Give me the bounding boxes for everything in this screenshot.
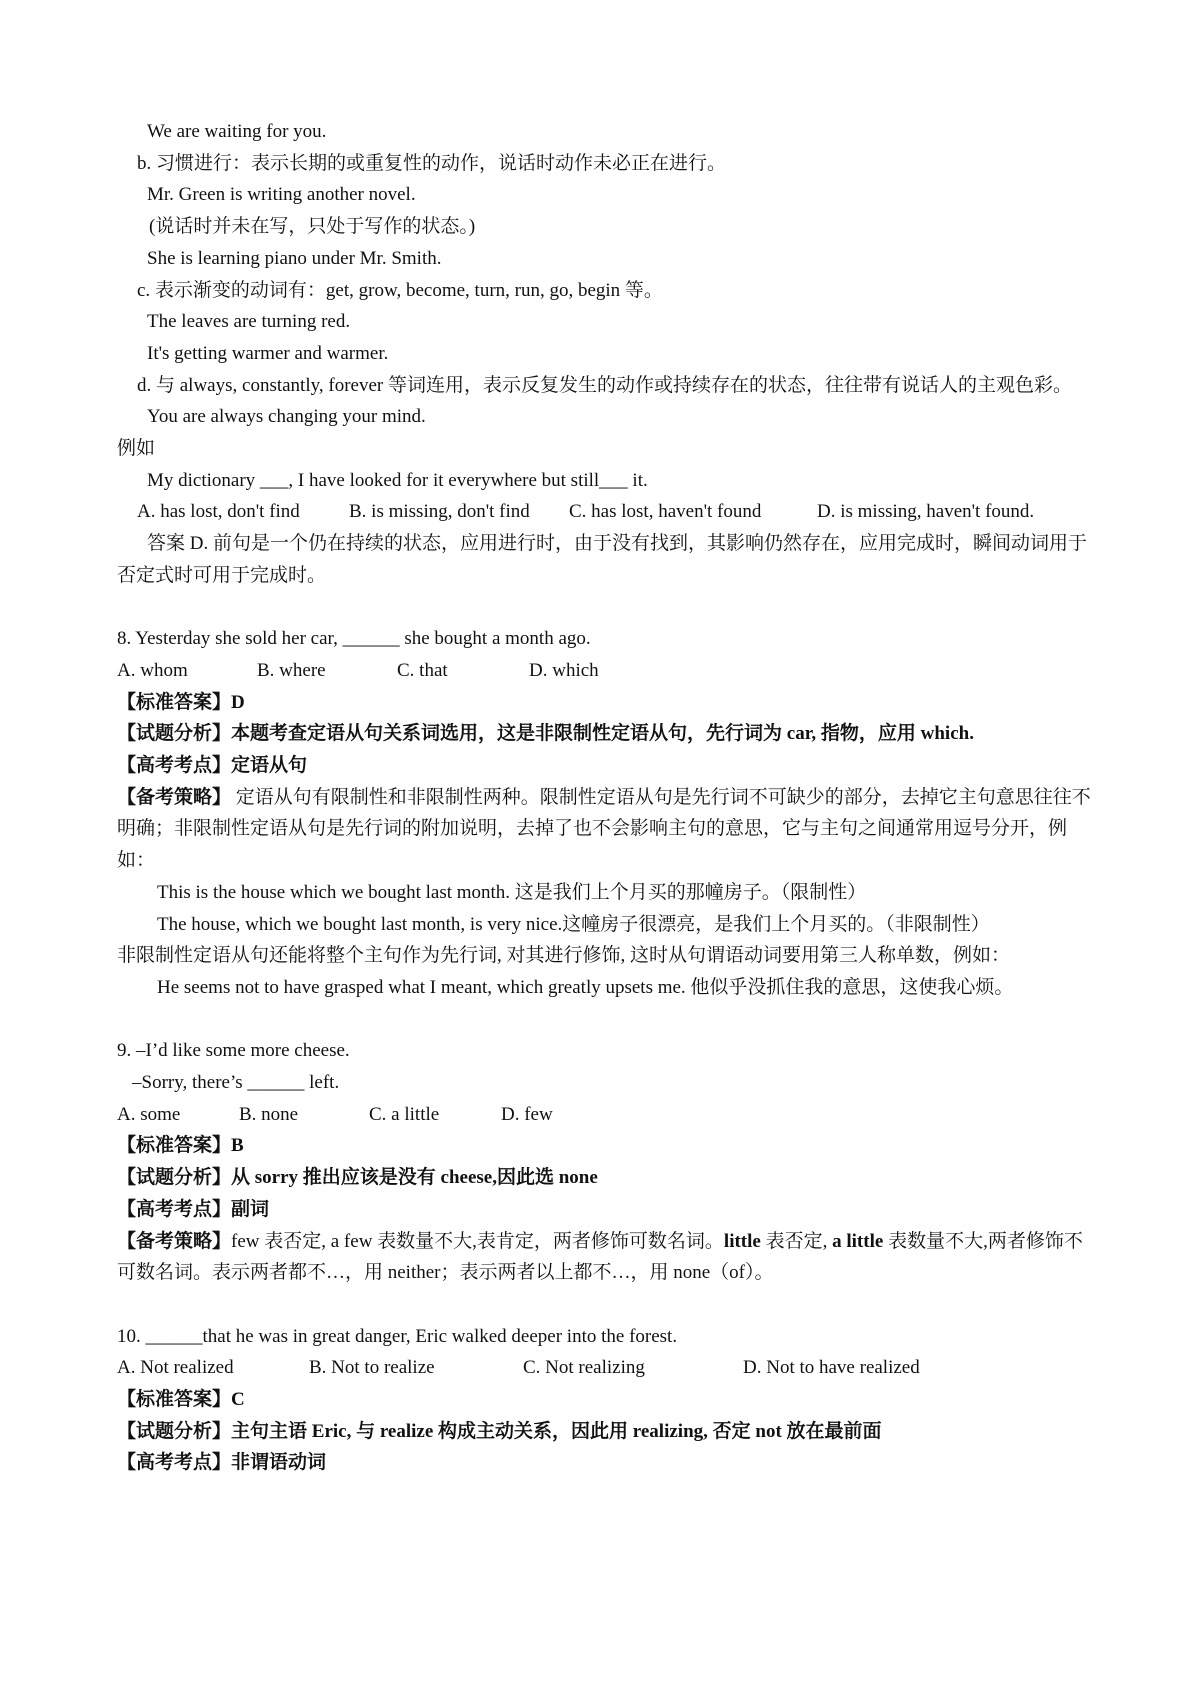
q9-point — [117, 1194, 1097, 1226]
q9-strategy — [117, 1226, 1097, 1289]
q8-options — [117, 655, 1097, 687]
strategy-term: a little — [832, 1230, 884, 1252]
option-c: C. Not realizing — [523, 1357, 645, 1379]
example-sentence: She is learning piano under Mr. Smith. — [147, 247, 442, 269]
spacer — [117, 1289, 1097, 1321]
q8-analysis — [117, 718, 1097, 750]
answer-value: B — [231, 1135, 244, 1157]
option-c: C. has lost, haven't found — [569, 501, 762, 523]
spacer — [117, 592, 1097, 624]
q8-strategy — [117, 782, 1097, 877]
option-d: D. few — [501, 1103, 553, 1125]
option-b: B. where — [257, 659, 326, 681]
example-sentence: Mr. Green is writing another novel. — [147, 184, 416, 206]
strategy-term: little — [723, 1230, 761, 1252]
q9-answer — [117, 1130, 1097, 1162]
option-d: D. which — [529, 659, 599, 681]
q10-analysis — [117, 1416, 1097, 1448]
q9-question-line1: 9. –I’d like some more cheese. — [117, 1040, 350, 1062]
option-a: A. has lost, don't find — [137, 501, 300, 523]
option-a: A. some — [117, 1103, 181, 1125]
q8-point — [117, 750, 1097, 782]
example-sentence: You are always changing your mind. — [147, 406, 426, 428]
analysis-text: 主句主语 Eric, 与 realize 构成主动关系，因此用 realizing, 否定 not 放在最前面 — [231, 1420, 882, 1442]
explanation-note: (说话时并未在写，只处于写作的状态。) — [149, 216, 476, 238]
option-d: D. is missing, haven't found. — [817, 501, 1035, 523]
q10-point — [117, 1447, 1097, 1479]
option-b: B. none — [239, 1103, 299, 1125]
rule-d: d. 与 always, constantly, forever 等词连用，表示反复发生的动作或持续存在的状态，往往带有说话人的主观色彩。 — [137, 374, 1072, 396]
q8-example-1: This is the house which we bought last month. 这是我们上个月买的那幢房子。（限制性） — [157, 881, 867, 903]
strategy-text: 表否定, — [760, 1230, 833, 1252]
option-c: C. a little — [369, 1103, 440, 1125]
answer-label: 【标准答案】 — [117, 691, 232, 713]
example-sentence: We are waiting for you. — [147, 121, 327, 142]
answer-label: 【标准答案】 — [117, 1389, 232, 1411]
q9-options — [117, 1099, 1097, 1131]
q10-question: 10. ______that he was in great danger, Eric walked deeper into the forest. — [117, 1325, 678, 1347]
q8-question: 8. Yesterday she sold her car, ______ she bought a month ago. — [117, 628, 591, 650]
strategy-text: few 表否定, a few 表数量不大,表肯定，两者修饰可数名词。 — [231, 1230, 724, 1252]
strategy-text: 表数量不大,两者修饰不可数名词。表示两者都不…，用 neither；表示两者以上都不…，用 none（of）。 — [117, 1230, 1083, 1284]
rule-c: c. 表示渐变的动词有：get, grow, become, turn, run, go, begin 等。 — [137, 279, 663, 301]
q8-example-3: He seems not to have grasped what I meant, which greatly upsets me. 他似乎没抓住我的意思，这使我心烦。 — [157, 976, 1014, 998]
answer-value: C — [231, 1389, 245, 1411]
q9-analysis — [117, 1162, 1097, 1194]
example-sentence: It's getting warmer and warmer. — [147, 342, 389, 364]
option-d: D. Not to have realized — [743, 1357, 920, 1379]
analysis-text: 本题考查定语从句关系词选用，这是非限制性定语从句，先行词为 car, 指物，应用 which. — [231, 723, 974, 745]
point-label: 【高考考点】 — [117, 1452, 232, 1474]
rule-b: b. 习惯进行：表示长期的或重复性的动作，说话时动作未必正在进行。 — [137, 152, 727, 174]
q9-question-line2: –Sorry, there’s ______ left. — [132, 1072, 340, 1094]
strategy-label: 【备考策略】 — [117, 1230, 232, 1252]
q8-example-2: The house, which we bought last month, is very nice.这幢房子很漂亮，是我们上个月买的。（非限制性） — [157, 913, 990, 935]
example-question: My dictionary ___, I have looked for it everywhere but still___ it. — [147, 469, 648, 491]
point-text: 非谓语动词 — [231, 1452, 327, 1474]
strategy-label: 【备考策略】 — [117, 786, 232, 808]
answer-label: 【标准答案】 — [117, 1135, 232, 1157]
point-label: 【高考考点】 — [117, 755, 232, 777]
option-c: C. that — [397, 659, 448, 681]
analysis-label: 【试题分析】 — [117, 723, 232, 745]
q8-answer — [117, 687, 1097, 719]
analysis-label: 【试题分析】 — [117, 1420, 232, 1442]
example-heading: 例如 — [117, 438, 156, 460]
option-a: A. Not realized — [117, 1357, 234, 1379]
analysis-text: 从 sorry 推出应该是没有 cheese,因此选 none — [231, 1167, 598, 1189]
point-text: 定语从句 — [231, 755, 308, 777]
q10-options — [117, 1352, 1097, 1384]
answer-value: D — [231, 691, 245, 713]
strategy-text: 定语从句有限制性和非限制性两种。限制性定语从句是先行词不可缺少的部分，去掉它主句意思往往不明确；非限制性定语从句是先行词的附加说明，去掉了也不会影响主句的意思，它与主句之间通常用逗号分开，例如： — [117, 786, 1091, 872]
option-b: B. is missing, don't find — [349, 501, 530, 523]
example-options — [117, 496, 1097, 528]
option-a: A. whom — [117, 659, 188, 681]
point-text: 副词 — [231, 1198, 270, 1220]
example-sentence: The leaves are turning red. — [147, 311, 351, 333]
q8-note: 非限制性定语从句还能将整个主句作为先行词, 对其进行修饰, 这时从句谓语动词要用第三人称单数，例如： — [117, 945, 1011, 967]
q10-answer — [117, 1384, 1097, 1416]
document-content — [117, 116, 1097, 1479]
analysis-label: 【试题分析】 — [117, 1167, 232, 1189]
example-answer: 答案 D. 前句是一个仍在持续的状态，应用进行时，由于没有找到，其影响仍然存在，应用完成时，瞬间动词用于否定式时可用于完成时。 — [117, 533, 1087, 586]
option-b: B. Not to realize — [309, 1357, 435, 1379]
spacer — [117, 1004, 1097, 1036]
point-label: 【高考考点】 — [117, 1198, 232, 1220]
